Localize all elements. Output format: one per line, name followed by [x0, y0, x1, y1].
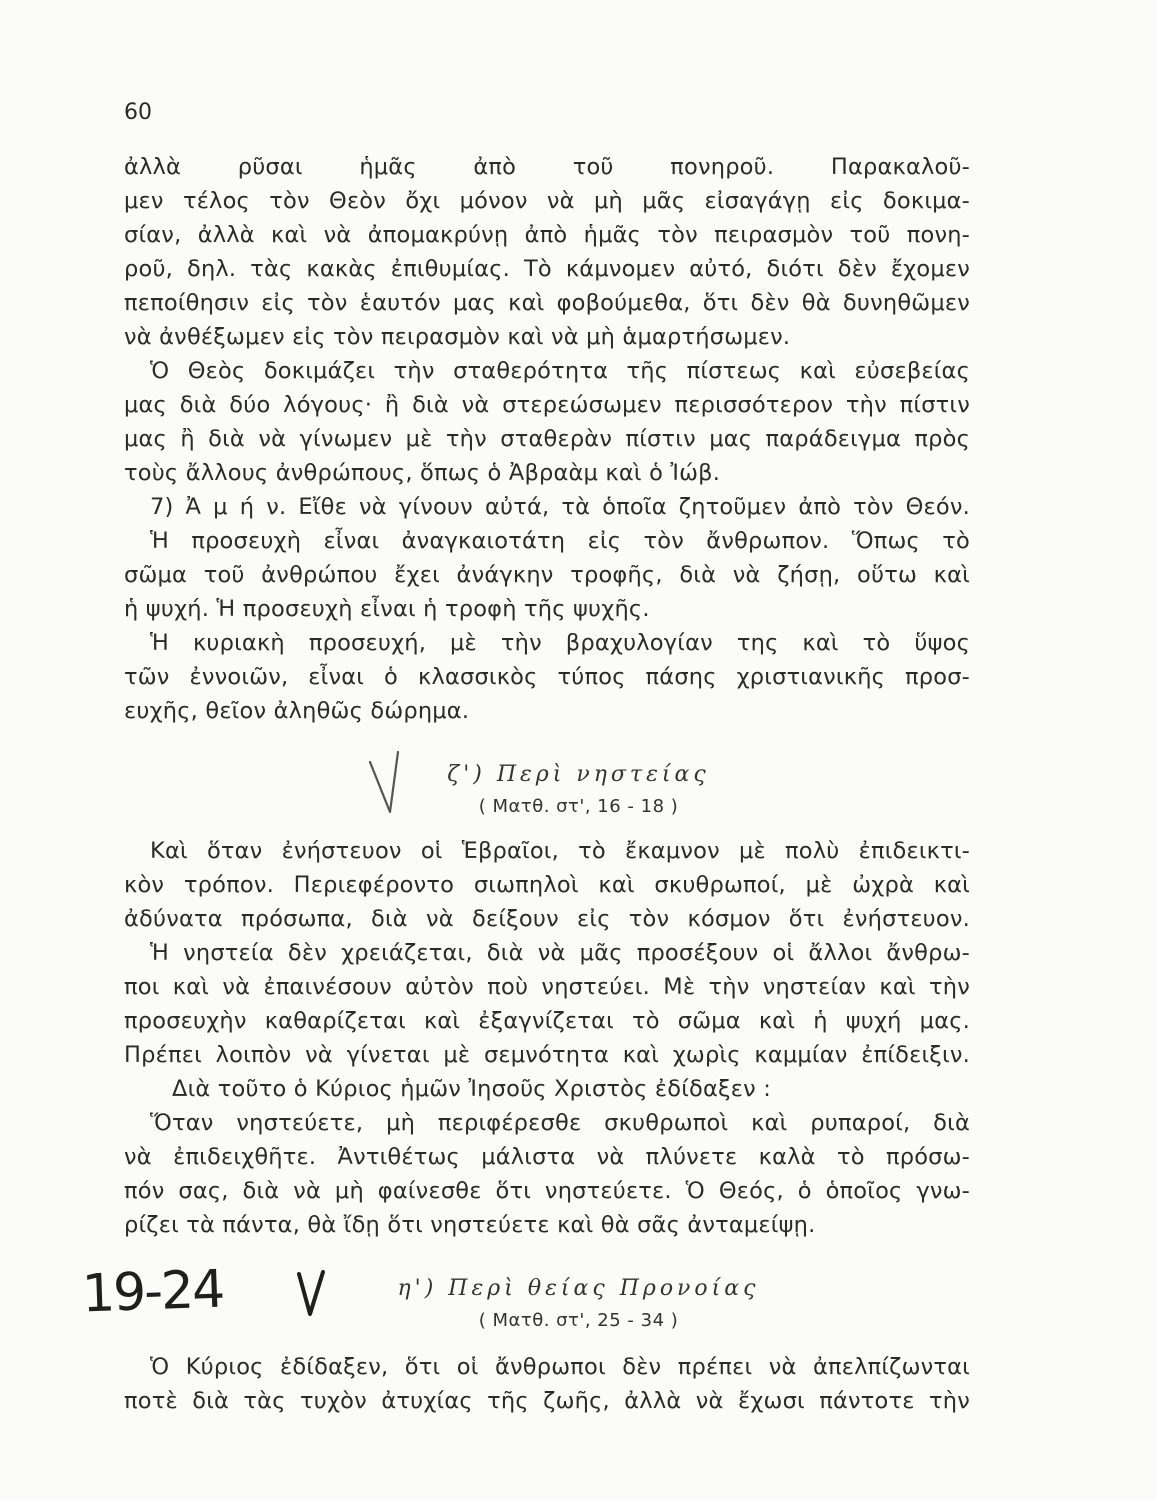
text-line: Διὰ τοῦτο ὁ Κύριος ἡμῶν Ἰησοῦς Χριστὸς ἐδίδαξεν : [172, 1076, 772, 1102]
text-line: 7) Ἀ μ ή ν. Εἴθε νὰ γίνουν αὐτά, τὰ ὁποῖα ζητοῦμεν ἀπὸ τὸν Θεόν. [150, 494, 970, 520]
text-line: ρίζει τὰ πάντα, θὰ ἴδῃ ὅτι νηστεύετε καὶ θὰ σᾶς ἀνταμείψῃ. [124, 1212, 816, 1238]
text-line: ευχῆς, θεῖον ἀληθῶς δώρημα. [124, 698, 470, 724]
text-line: πόν σας, διὰ νὰ μὴ φαίνεσθε ὅτι νηστεύετε. Ὁ Θεός, ὁ ὁποῖος γνω- [124, 1178, 970, 1204]
section-heading-providence: η') Περὶ θείας Προνοίας [397, 1276, 760, 1301]
page-number: 60 [124, 100, 152, 125]
text-line: ἡ ψυχή. Ἡ προσευχὴ εἶναι ἡ τροφὴ τῆς ψυχῆς. [124, 596, 650, 622]
handwritten-note: 19-24 [80, 1259, 225, 1325]
text-line: πεποίθησιν εἰς τὸν ἑαυτόν μας καὶ φοβούμεθα, ὅτι δὲν θὰ δυνηθῶμεν [124, 290, 970, 316]
text-line: Ὁ Κύριος ἐδίδαξεν, ὅτι οἱ ἄνθρωποι δὲν πρέπει νὰ ἀπελπίζωνται [150, 1354, 970, 1380]
text-line: σίαν, ἀλλὰ καὶ νὰ ἀπομακρύνῃ ἀπὸ ἡμᾶς τὸν πειρασμὸν τοῦ πονη- [124, 222, 970, 248]
text-line: μας διὰ δύο λόγους· ἢ διὰ νὰ στερεώσωμεν περισσότερον τὴν πίστιν [124, 392, 970, 418]
text-line: ποτὲ διὰ τὰς τυχὸν ἀτυχίας τῆς ζωῆς, ἀλλὰ νὰ ἔχωσι πάντοτε τὴν [124, 1388, 970, 1414]
text-line: Ἡ κυριακὴ προσευχή, μὲ τὴν βραχυλογίαν της καὶ τὸ ὕψος [150, 630, 970, 656]
text-line: σῶμα τοῦ ἀνθρώπου ἔχει ἀνάγκην τροφῆς, διὰ νὰ ζήσῃ, οὕτω καὶ [124, 562, 970, 588]
text-line: μεν τέλος τὸν Θεὸν ὄχι μόνον νὰ μὴ μᾶς εἰσαγάγῃ εἰς δοκιμα- [124, 188, 970, 214]
text-line: προσευχὴν καθαρίζεται καὶ ἐξαγνίζεται τὸ σῶμα καὶ ἡ ψυχή μας. [124, 1008, 970, 1034]
text-line: Ὅταν νηστεύετε, μὴ περιφέρεσθε σκυθρωποὶ καὶ ρυπαροί, διὰ [150, 1110, 970, 1136]
text-line: ποι καὶ νὰ ἐπαινέσουν αὐτὸν ποὺ νηστεύει. Μὲ τὴν νηστείαν καὶ τὴν [124, 974, 970, 1000]
text-line: Ἡ νηστεία δὲν χρειάζεται, διὰ νὰ μᾶς προσέξουν οἱ ἄλλοι ἄνθρω- [150, 940, 970, 966]
text-line: ἀδύνατα πρόσωπα, διὰ νὰ δείξουν εἰς τὸν κόσμον ὅτι ἐνήστευον. [124, 906, 970, 932]
text-line: νὰ ἐπιδειχθῆτε. Ἀντιθέτως μάλιστα νὰ πλύνετε καλὰ τὸ πρόσω- [124, 1144, 970, 1170]
text-line: Καὶ ὅταν ἐνήστευον οἱ Ἑβραῖοι, τὸ ἔκαμνον μὲ πολὺ ἐπιδεικτι- [150, 838, 970, 864]
scripture-reference: ( Ματθ. στ', 25 - 34 ) [478, 1310, 679, 1331]
text-line: Ἡ προσευχὴ εἶναι ἀναγκαιοτάτη εἰς τὸν ἄνθρωπον. Ὅπως τὸ [150, 528, 970, 554]
text-block-lords-prayer [124, 150, 970, 728]
section-heading-fasting: ζ') Περὶ νηστείας [447, 762, 710, 787]
text-line: Πρέπει λοιπὸν νὰ γίνεται μὲ σεμνότητα καὶ χωρὶς καμμίαν ἐπίδειξιν. [124, 1042, 970, 1068]
text-line: ἀλλὰ ρῦσαι ἡμᾶς ἀπὸ τοῦ πονηροῦ. Παρακαλοῦ- [124, 154, 970, 180]
text-line: ροῦ, δηλ. τὰς κακὰς ἐπιθυμίας. Τὸ κάμνομεν αὐτό, διότι δὲν ἔχομεν [124, 256, 970, 282]
scripture-reference: ( Ματθ. στ', 16 - 18 ) [478, 796, 679, 817]
text-block-providence [124, 1350, 970, 1418]
text-line: Ὁ Θεὸς δοκιμάζει τὴν σταθερότητα τῆς πίστεως καὶ εὐσεβείας [150, 358, 970, 384]
text-line: τοὺς ἄλλους ἀνθρώπους, ὅπως ὁ Ἀβραὰμ καὶ ὁ Ἰώβ. [124, 460, 721, 486]
text-line: νὰ ἀνθέξωμεν εἰς τὸν πειρασμὸν καὶ νὰ μὴ ἁμαρτήσωμεν. [124, 324, 791, 350]
text-block-fasting [124, 834, 970, 1242]
text-line: τῶν ἐννοιῶν, εἶναι ὁ κλασσικὸς τύπος πάσης χριστιανικῆς προσ- [124, 664, 970, 690]
text-line: κὸν τρόπον. Περιεφέροντο σιωπηλοὶ καὶ σκυθρωποί, μὲ ὠχρὰ καὶ [124, 872, 970, 898]
text-line: μας ἢ διὰ νὰ γίνωμεν μὲ τὴν σταθερὰν πίστιν μας παράδειγμα πρὸς [124, 426, 970, 452]
